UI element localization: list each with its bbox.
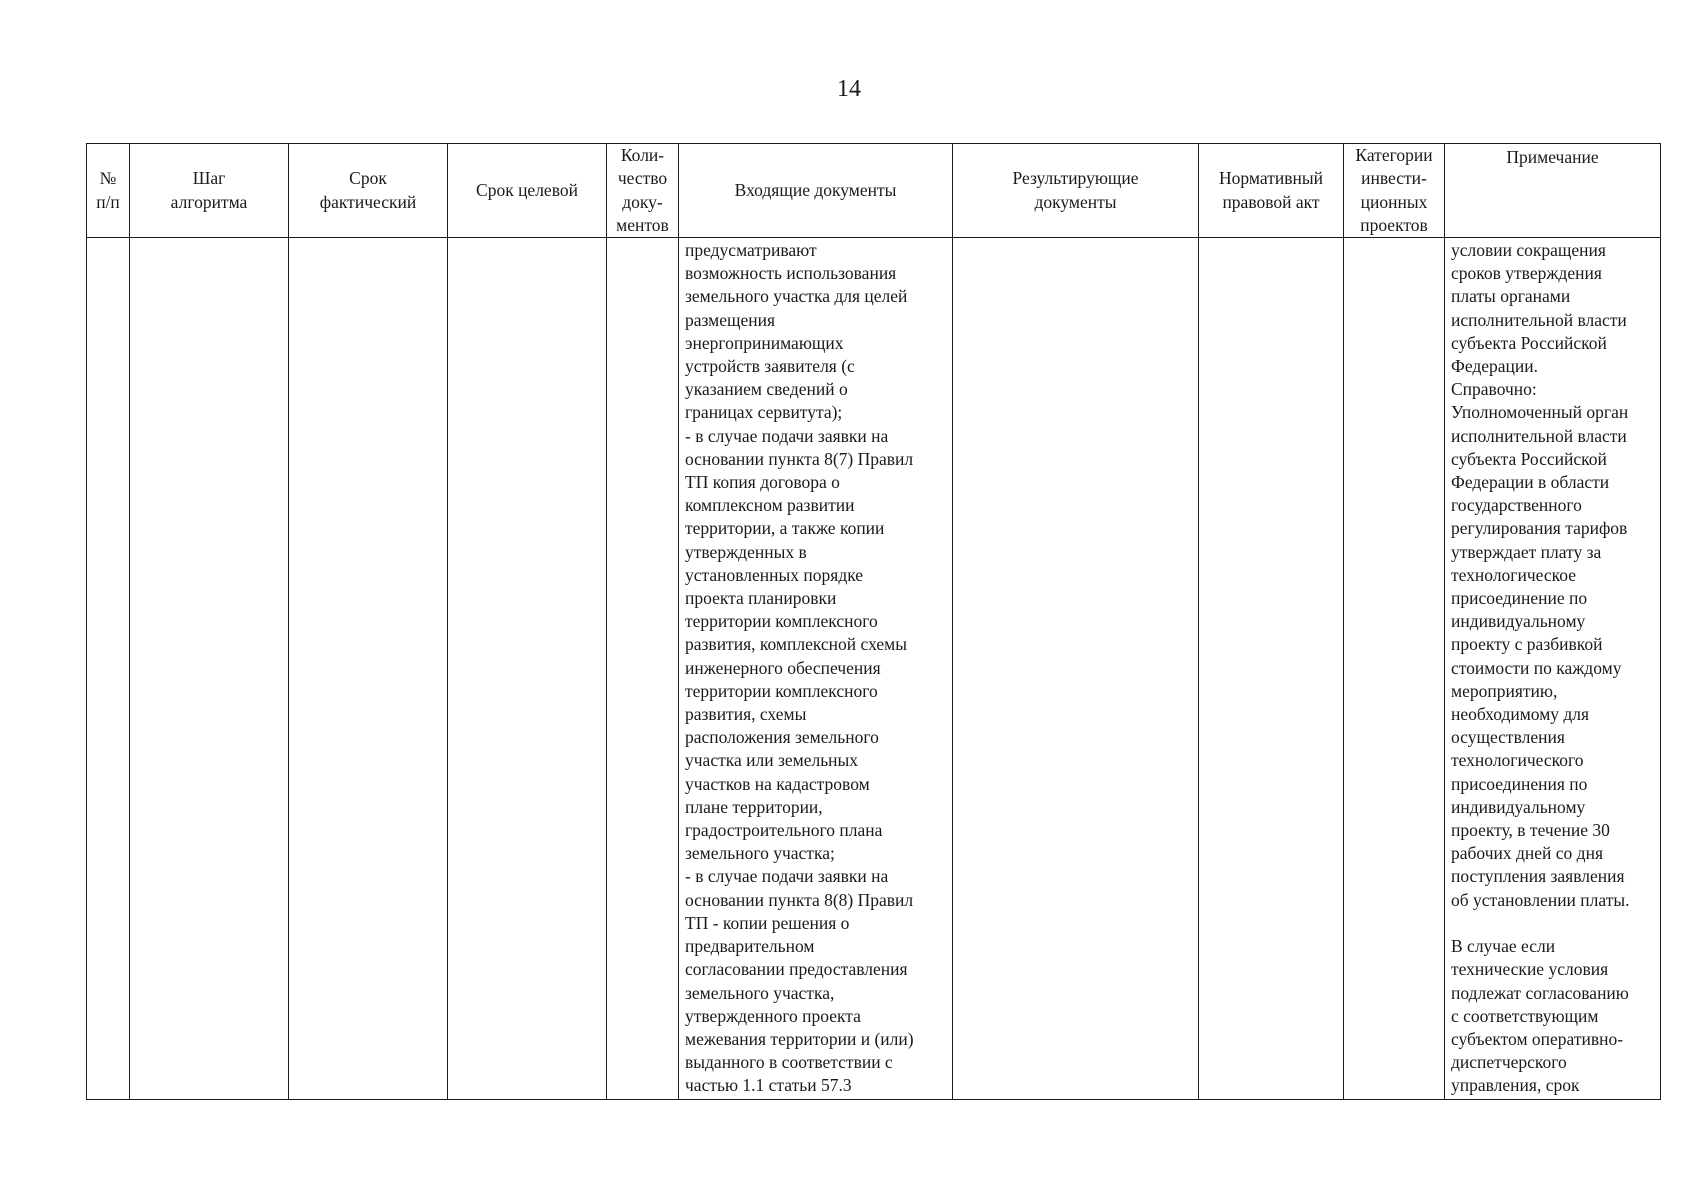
page-number: 14	[837, 76, 861, 102]
header-document-count: Коли- чество доку- ментов	[607, 144, 679, 238]
cell-project-categories	[1344, 238, 1445, 1100]
cell-term-target	[448, 238, 607, 1100]
header-term-target: Срок целевой	[448, 144, 607, 238]
header-algorithm-step: Шаг алгоритма	[130, 144, 289, 238]
cell-term-actual	[289, 238, 448, 1100]
algorithm-table	[86, 143, 1661, 1100]
cell-incoming-documents: предусматривают возможность использования земельного участка для целей размещения энергопринимающих устройств заявителя (с указанием сведений о границах сервитута); - в случае подачи заявки на основании пункта 8(7) Правил ТП копия договора о комплексном развитии территории, а также копии утвержденных в установленных порядке проекта планировки территории комплексного развития, комплексной схемы инженерного обеспечения территории комплексного развития, схемы расположения земельного участка или земельных участков на кадастровом плане территории, градостроительного плана земельного участка; - в случае подачи заявки на основании пункта 8(8) Правил ТП - копии решения о предварительном согласовании предоставления земельного участка, утвержденного проекта межевания территории и (или) выданного в соответствии с частью 1.1 статьи 57.3	[679, 238, 953, 1100]
cell-normative-act	[1199, 238, 1344, 1100]
cell-algorithm-step	[130, 238, 289, 1100]
header-note: Примечание	[1445, 144, 1661, 238]
table-row	[87, 238, 1661, 1100]
header-normative-act: Нормативный правовой акт	[1199, 144, 1344, 238]
cell-number	[87, 238, 130, 1100]
header-incoming-documents: Входящие документы	[679, 144, 953, 238]
header-number: № п/п	[87, 144, 130, 238]
header-resulting-documents: Результирующие документы	[953, 144, 1199, 238]
header-term-actual: Срок фактический	[289, 144, 448, 238]
cell-document-count	[607, 238, 679, 1100]
header-project-categories: Категории инвести- ционных проектов	[1344, 144, 1445, 238]
cell-resulting-documents	[953, 238, 1199, 1100]
table-header-row	[87, 144, 1661, 238]
cell-note: условии сокращения сроков утверждения платы органами исполнительной власти субъекта Российской Федерации. Справочно: Уполномоченный орган исполнительной власти субъекта Российской Федерации в области государственного регулирования тарифов утверждает плату за технологическое присоединение по индивидуальному проекту с разбивкой стоимости по каждому мероприятию, необходимому для осуществления технологического присоединения по индивидуальному проекту, в течение 30 рабочих дней со дня поступления заявления об установлении платы. В случае если технические условия подлежат согласованию с соответствующим субъектом оперативно- диспетчерского управления, срок	[1445, 238, 1661, 1100]
